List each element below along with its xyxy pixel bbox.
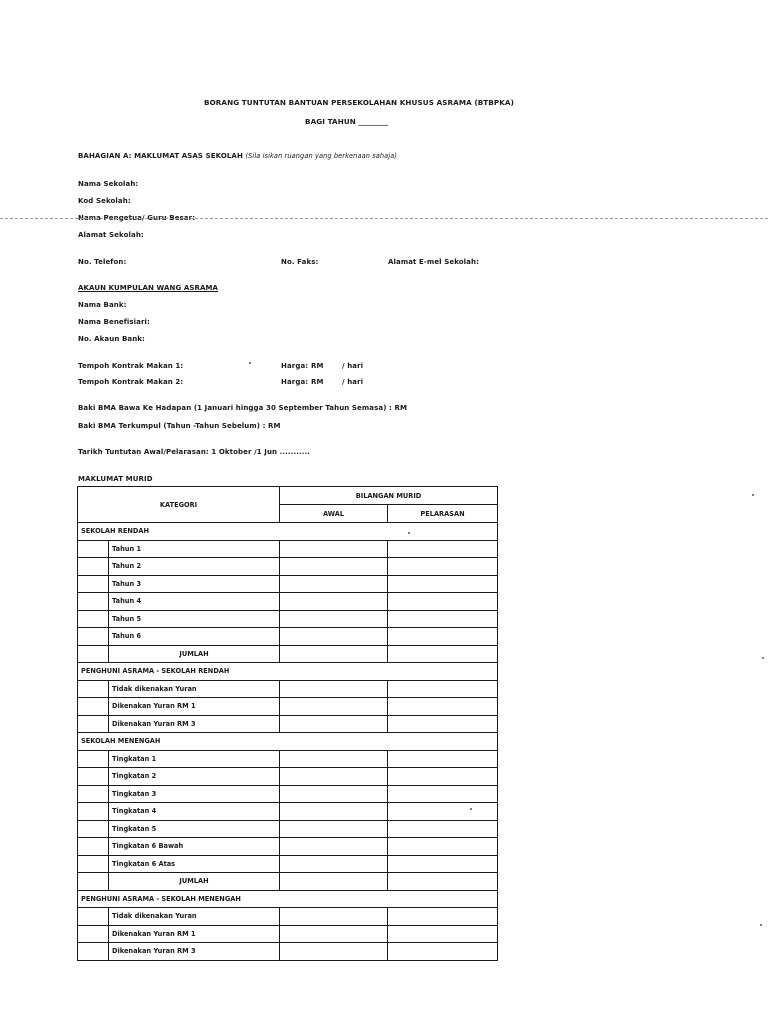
pelarasan-cell[interactable] <box>388 750 498 768</box>
section-label: PENGHUNI ASRAMA - SEKOLAH MENENGAH <box>78 890 498 908</box>
indent-cell <box>78 768 109 786</box>
indent-cell <box>78 698 109 716</box>
header-pelarasan: PELARASAN <box>388 505 498 523</box>
awal-cell[interactable] <box>280 785 388 803</box>
field-telefon: No. Telefon: <box>78 258 127 266</box>
harga-1-label: Harga: <box>281 362 309 370</box>
indent-cell <box>78 785 109 803</box>
scan-speck <box>470 808 472 810</box>
awal-cell[interactable] <box>280 750 388 768</box>
indent-cell <box>78 575 109 593</box>
category-cell: Dikenakan Yuran RM 3 <box>109 715 280 733</box>
table-row <box>78 838 498 856</box>
section-row-sekolah-menengah <box>78 733 498 751</box>
awal-cell[interactable] <box>280 855 388 873</box>
field-nama-pengetua: Nama Pengetua/ Guru Besar: <box>78 214 196 222</box>
awal-cell[interactable] <box>280 575 388 593</box>
pelarasan-cell[interactable] <box>388 768 498 786</box>
pelarasan-cell[interactable] <box>388 908 498 926</box>
pelarasan-cell[interactable] <box>388 575 498 593</box>
pelarasan-cell[interactable] <box>388 838 498 856</box>
awal-cell[interactable] <box>280 645 388 663</box>
indent-cell <box>78 908 109 926</box>
indent-cell <box>78 593 109 611</box>
awal-cell[interactable] <box>280 628 388 646</box>
pelarasan-cell[interactable] <box>388 645 498 663</box>
harga-1-per-hari: / hari <box>342 362 364 370</box>
awal-cell[interactable] <box>280 540 388 558</box>
harga-1-currency: RM <box>311 362 324 370</box>
category-cell: Tahun 6 <box>109 628 280 646</box>
pelarasan-cell[interactable] <box>388 855 498 873</box>
table-row <box>78 908 498 926</box>
table-row <box>78 610 498 628</box>
field-tempoh-kontrak-2: Tempoh Kontrak Makan 2: <box>78 378 184 386</box>
table-row <box>78 750 498 768</box>
indent-cell <box>78 855 109 873</box>
pelarasan-cell[interactable] <box>388 803 498 821</box>
category-cell: Dikenakan Yuran RM 1 <box>109 925 280 943</box>
awal-cell[interactable] <box>280 680 388 698</box>
indent-cell <box>78 680 109 698</box>
indent-cell <box>78 838 109 856</box>
indent-cell <box>78 820 109 838</box>
indent-cell <box>78 873 109 891</box>
table-row <box>78 768 498 786</box>
category-cell: Tahun 1 <box>109 540 280 558</box>
akaun-heading: AKAUN KUMPULAN WANG ASRAMA <box>78 284 219 292</box>
awal-cell[interactable] <box>280 768 388 786</box>
section-label: SEKOLAH MENENGAH <box>78 733 498 751</box>
form-title: BORANG TUNTUTAN BANTUAN PERSEKOLAHAN KHUSUS ASRAMA (BTBPKA) <box>204 98 514 107</box>
awal-cell[interactable] <box>280 838 388 856</box>
table-row <box>78 628 498 646</box>
table-row <box>78 558 498 576</box>
category-cell: Tingkatan 6 Bawah <box>109 838 280 856</box>
awal-cell[interactable] <box>280 873 388 891</box>
awal-cell[interactable] <box>280 908 388 926</box>
scan-speck <box>762 657 764 659</box>
indent-cell <box>78 558 109 576</box>
indent-cell <box>78 540 109 558</box>
form-year-line: BAGI TAHUN ________ <box>305 117 389 126</box>
harga-2-label: Harga: <box>281 378 309 386</box>
harga-2-per-hari: / hari <box>342 378 364 386</box>
table-row <box>78 575 498 593</box>
section-row-sekolah-rendah <box>78 523 498 541</box>
jumlah-row-menengah <box>78 873 498 891</box>
awal-cell[interactable] <box>280 943 388 961</box>
pelarasan-cell[interactable] <box>388 715 498 733</box>
section-a-heading-text: BAHAGIAN A: MAKLUMAT ASAS SEKOLAH <box>78 152 243 160</box>
table-row <box>78 785 498 803</box>
pelarasan-cell[interactable] <box>388 558 498 576</box>
field-faks: No. Faks: <box>281 258 319 266</box>
awal-cell[interactable] <box>280 820 388 838</box>
field-nama-sekolah: Nama Sekolah: <box>78 180 139 188</box>
table-row <box>78 680 498 698</box>
pelarasan-cell[interactable] <box>388 785 498 803</box>
table-row <box>78 803 498 821</box>
jumlah-label: JUMLAH <box>109 873 280 891</box>
category-cell: Tahun 3 <box>109 575 280 593</box>
category-cell: Tingkatan 4 <box>109 803 280 821</box>
pelarasan-cell[interactable] <box>388 925 498 943</box>
jumlah-row-rendah <box>78 645 498 663</box>
awal-cell[interactable] <box>280 593 388 611</box>
field-alamat: Alamat Sekolah: <box>78 231 144 239</box>
tarikh-tuntutan: Tarikh Tuntutan Awal/Pelarasan: 1 Oktober /1 Jun ........... <box>78 448 311 456</box>
header-awal: AWAL <box>280 505 388 523</box>
table-row <box>78 715 498 733</box>
field-nama-benefisiari: Nama Benefisiari: <box>78 318 150 326</box>
pelarasan-cell[interactable] <box>388 680 498 698</box>
header-bilangan-murid: BILANGAN MURID <box>280 487 498 505</box>
field-email: Alamat E-mel Sekolah: <box>388 258 479 266</box>
jumlah-label: JUMLAH <box>109 645 280 663</box>
scan-speck <box>752 494 754 496</box>
category-cell: Tahun 5 <box>109 610 280 628</box>
harga-2-currency: RM <box>311 378 324 386</box>
field-tempoh-kontrak-1: Tempoh Kontrak Makan 1: <box>78 362 184 370</box>
pelarasan-cell[interactable] <box>388 873 498 891</box>
pelarasan-cell[interactable] <box>388 698 498 716</box>
table-header-row-1 <box>78 487 498 505</box>
table-row <box>78 698 498 716</box>
scan-speck <box>760 924 762 926</box>
field-nama-bank: Nama Bank: <box>78 301 127 309</box>
pelarasan-cell[interactable] <box>388 610 498 628</box>
category-cell: Tingkatan 1 <box>109 750 280 768</box>
scan-artifact-line <box>0 218 768 219</box>
category-cell: Dikenakan Yuran RM 1 <box>109 698 280 716</box>
scan-speck <box>408 532 410 534</box>
field-kod-sekolah: Kod Sekolah: <box>78 197 131 205</box>
pelarasan-cell[interactable] <box>388 540 498 558</box>
indent-cell <box>78 943 109 961</box>
table-row <box>78 540 498 558</box>
category-cell: Tingkatan 6 Atas <box>109 855 280 873</box>
awal-cell[interactable] <box>280 610 388 628</box>
pelarasan-cell[interactable] <box>388 628 498 646</box>
table-row <box>78 943 498 961</box>
baki-bawa-ke-hadapan: Baki BMA Bawa Ke Hadapan (1 Januari hingga 30 September Tahun Semasa) : RM <box>78 404 408 412</box>
indent-cell <box>78 750 109 768</box>
awal-cell[interactable] <box>280 558 388 576</box>
awal-cell[interactable] <box>280 803 388 821</box>
table-row <box>78 855 498 873</box>
category-cell: Dikenakan Yuran RM 3 <box>109 943 280 961</box>
table-row <box>78 925 498 943</box>
awal-cell[interactable] <box>280 715 388 733</box>
section-row-penghuni-rendah <box>78 663 498 681</box>
table-row <box>78 820 498 838</box>
section-label: SEKOLAH RENDAH <box>78 523 498 541</box>
indent-cell <box>78 610 109 628</box>
table-row <box>78 593 498 611</box>
section-row-penghuni-menengah <box>78 890 498 908</box>
indent-cell <box>78 715 109 733</box>
section-a-note: (Sila isikan ruangan yang berkenaan sahaja) <box>245 152 398 160</box>
category-cell: Tingkatan 5 <box>109 820 280 838</box>
category-cell: Tingkatan 3 <box>109 785 280 803</box>
header-kategori: KATEGORI <box>78 487 280 523</box>
category-cell: Tidak dikenakan Yuran <box>109 680 280 698</box>
awal-cell[interactable] <box>280 698 388 716</box>
pelarasan-cell[interactable] <box>388 820 498 838</box>
category-cell: Tahun 4 <box>109 593 280 611</box>
indent-cell <box>78 645 109 663</box>
category-cell: Tidak dikenakan Yuran <box>109 908 280 926</box>
section-label: PENGHUNI ASRAMA - SEKOLAH RENDAH <box>78 663 498 681</box>
indent-cell <box>78 803 109 821</box>
indent-cell <box>78 925 109 943</box>
field-no-akaun: No. Akaun Bank: <box>78 335 145 343</box>
section-a-heading <box>78 152 397 160</box>
maklumat-murid-table <box>77 486 498 961</box>
awal-cell[interactable] <box>280 925 388 943</box>
category-cell: Tingkatan 2 <box>109 768 280 786</box>
pelarasan-cell[interactable] <box>388 943 498 961</box>
pelarasan-cell[interactable] <box>388 593 498 611</box>
maklumat-murid-heading: MAKLUMAT MURID <box>78 475 153 483</box>
category-cell: Tahun 2 <box>109 558 280 576</box>
scan-speck <box>249 362 251 364</box>
indent-cell <box>78 628 109 646</box>
baki-terkumpul: Baki BMA Terkumpul (Tahun -Tahun Sebelum) : RM <box>78 422 281 430</box>
